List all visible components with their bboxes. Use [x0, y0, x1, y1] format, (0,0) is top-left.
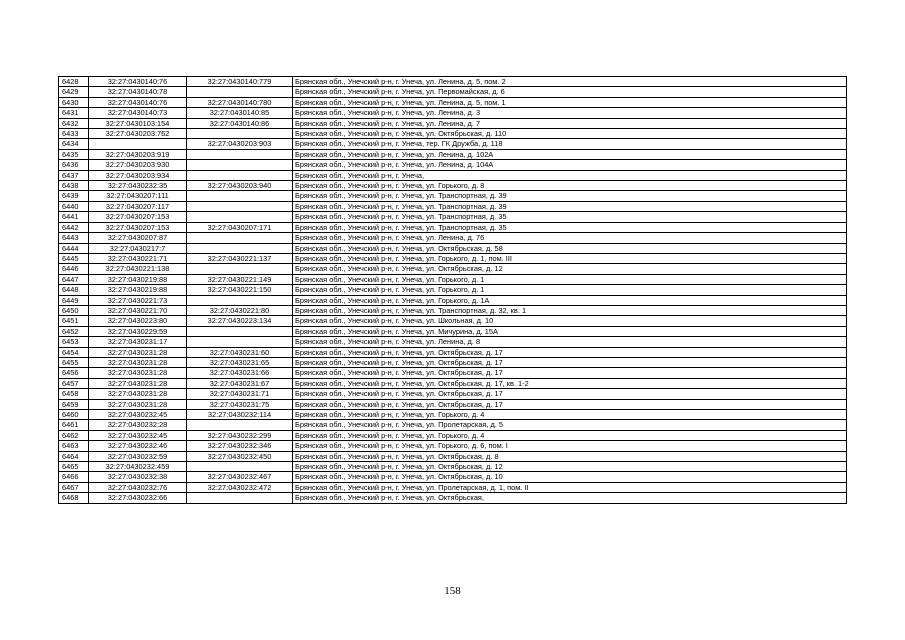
parcel-cadastral-number-cell: 32:27:0430229:59: [89, 326, 187, 336]
row-number-cell: 6444: [59, 243, 89, 253]
parcel-cadastral-number-cell: 32:27:0430232:66: [89, 493, 187, 503]
parcel-cadastral-number-cell: 32:27:0430219:88: [89, 274, 187, 284]
parcel-cadastral-number-cell: 32:27:0430231:28: [89, 378, 187, 388]
address-cell: Брянская обл., Унечский р-н, г. Унеча, ул. Горького, д. 8: [293, 181, 847, 191]
address-cell: Брянская обл., Унечский р-н, г. Унеча, ул. Октябрьская, д. 110: [293, 129, 847, 139]
table-row: [59, 243, 847, 253]
parcel-cadastral-number-cell: 32:27:0430231:28: [89, 357, 187, 367]
row-number-cell: 6446: [59, 264, 89, 274]
object-cadastral-number-cell: 32:27:0430221:149: [187, 274, 293, 284]
parcel-cadastral-number-cell: 32:27:0430232:46: [89, 441, 187, 451]
object-cadastral-number-cell: 32:27:0430203:903: [187, 139, 293, 149]
parcel-cadastral-number-cell: 32:27:0430140:73: [89, 108, 187, 118]
table-row: [59, 451, 847, 461]
row-number-cell: 6452: [59, 326, 89, 336]
parcel-cadastral-number-cell: [89, 139, 187, 149]
table-row: [59, 149, 847, 159]
table-row: [59, 233, 847, 243]
object-cadastral-number-cell: 32:27:0430231:75: [187, 399, 293, 409]
object-cadastral-number-cell: [187, 337, 293, 347]
object-cadastral-number-cell: 32:27:0430221:137: [187, 253, 293, 263]
row-number-cell: 6438: [59, 181, 89, 191]
row-number-cell: 6457: [59, 378, 89, 388]
object-cadastral-number-cell: 32:27:0430203:940: [187, 181, 293, 191]
address-cell: Брянская обл., Унечский р-н, г. Унеча, ул. Ленина, д. 3: [293, 108, 847, 118]
parcel-cadastral-number-cell: 32:27:0430203:934: [89, 170, 187, 180]
table-row: [59, 222, 847, 232]
table-row: [59, 139, 847, 149]
table-row: [59, 285, 847, 295]
table-row: [59, 212, 847, 222]
row-number-cell: 6461: [59, 420, 89, 430]
address-cell: Брянская обл., Унечский р-н, г. Унеча, ул. Транспортная, д. 35: [293, 222, 847, 232]
address-cell: Брянская обл., Унечский р-н, г. Унеча, ул. Пролетарская, д. 5: [293, 420, 847, 430]
object-cadastral-number-cell: 32:27:0430207:171: [187, 222, 293, 232]
row-number-cell: 6454: [59, 347, 89, 357]
row-number-cell: 6450: [59, 305, 89, 315]
parcel-cadastral-number-cell: 32:27:0430232:45: [89, 410, 187, 420]
table-row: [59, 253, 847, 263]
parcel-cadastral-number-cell: 32:27:0430232:59: [89, 451, 187, 461]
object-cadastral-number-cell: 32:27:0430232:299: [187, 430, 293, 440]
parcel-cadastral-number-cell: 32:27:0430217:7: [89, 243, 187, 253]
registry-table: [58, 76, 847, 504]
address-cell: Брянская обл., Унечский р-н, г. Унеча, ул. Октябрьская, д. 17: [293, 368, 847, 378]
parcel-cadastral-number-cell: 32:27:0430221:71: [89, 253, 187, 263]
address-cell: Брянская обл., Унечский р-н, г. Унеча, ул. Транспортная, д. 32, кв. 1: [293, 305, 847, 315]
row-number-cell: 6441: [59, 212, 89, 222]
table-row: [59, 181, 847, 191]
row-number-cell: 6435: [59, 149, 89, 159]
table-row: [59, 389, 847, 399]
parcel-cadastral-number-cell: 32:27:0430223:80: [89, 316, 187, 326]
object-cadastral-number-cell: 32:27:0430140:85: [187, 108, 293, 118]
address-cell: Брянская обл., Унечский р-н, г. Унеча, ул. Октябрьская, д. 12: [293, 462, 847, 472]
table-row: [59, 77, 847, 87]
address-cell: Брянская обл., Унечский р-н, г. Унеча, ул. Горького, д. 4: [293, 430, 847, 440]
table-row: [59, 160, 847, 170]
registry-table-body: [59, 77, 847, 504]
row-number-cell: 6445: [59, 253, 89, 263]
object-cadastral-number-cell: 32:27:0430232:467: [187, 472, 293, 482]
address-cell: Брянская обл., Унечский р-н, г. Унеча, ул. Первомайская, д. 6: [293, 87, 847, 97]
page-number: 158: [444, 585, 461, 597]
table-row: [59, 410, 847, 420]
table-row: [59, 482, 847, 492]
row-number-cell: 6431: [59, 108, 89, 118]
table-row: [59, 97, 847, 107]
row-number-cell: 6464: [59, 451, 89, 461]
address-cell: Брянская обл., Унечский р-н, г. Унеча, ул. Октябрьская, д. 17: [293, 357, 847, 367]
address-cell: Брянская обл., Унечский р-н, г. Унеча, тер. ГК Дружба, д. 118: [293, 139, 847, 149]
object-cadastral-number-cell: 32:27:0430221:80: [187, 305, 293, 315]
row-number-cell: 6442: [59, 222, 89, 232]
object-cadastral-number-cell: [187, 129, 293, 139]
object-cadastral-number-cell: [187, 160, 293, 170]
address-cell: Брянская обл., Унечский р-н, г. Унеча, ул. Октябрьская, д. 17: [293, 347, 847, 357]
row-number-cell: 6462: [59, 430, 89, 440]
parcel-cadastral-number-cell: 32:27:0430232:459: [89, 462, 187, 472]
row-number-cell: 6460: [59, 410, 89, 420]
row-number-cell: 6467: [59, 482, 89, 492]
address-cell: Брянская обл., Унечский р-н, г. Унеча, ул. Горького, д. 1: [293, 274, 847, 284]
object-cadastral-number-cell: [187, 149, 293, 159]
row-number-cell: 6436: [59, 160, 89, 170]
object-cadastral-number-cell: [187, 201, 293, 211]
object-cadastral-number-cell: [187, 326, 293, 336]
row-number-cell: 6451: [59, 316, 89, 326]
table-row: [59, 462, 847, 472]
parcel-cadastral-number-cell: 32:27:0430232:45: [89, 430, 187, 440]
object-cadastral-number-cell: 32:27:0430232:472: [187, 482, 293, 492]
parcel-cadastral-number-cell: 32:27:0430221:73: [89, 295, 187, 305]
table-row: [59, 170, 847, 180]
row-number-cell: 6463: [59, 441, 89, 451]
address-cell: Брянская обл., Унечский р-н, г. Унеча, ул. Ленина, д. 76: [293, 233, 847, 243]
object-cadastral-number-cell: [187, 191, 293, 201]
table-row: [59, 420, 847, 430]
object-cadastral-number-cell: 32:27:0430232:114: [187, 410, 293, 420]
table-row: [59, 493, 847, 503]
table-row: [59, 274, 847, 284]
table-row: [59, 191, 847, 201]
parcel-cadastral-number-cell: 32:27:0430103:154: [89, 118, 187, 128]
table-row: [59, 378, 847, 388]
address-cell: Брянская обл., Унечский р-н, г. Унеча, ул. Ленина, д. 7: [293, 118, 847, 128]
row-number-cell: 6468: [59, 493, 89, 503]
address-cell: Брянская обл., Унечский р-н, г. Унеча, ул. Транспортная, д. 35: [293, 212, 847, 222]
object-cadastral-number-cell: 32:27:0430221:150: [187, 285, 293, 295]
row-number-cell: 6430: [59, 97, 89, 107]
address-cell: Брянская обл., Унечский р-н, г. Унеча, ул. Октябрьская, д. 10: [293, 472, 847, 482]
address-cell: Брянская обл., Унечский р-н, г. Унеча, ул. Ленина, д. 5, пом. 2: [293, 77, 847, 87]
address-cell: Брянская обл., Унечский р-н, г. Унеча, ул. Октябрьская,: [293, 493, 847, 503]
row-number-cell: 6465: [59, 462, 89, 472]
table-row: [59, 118, 847, 128]
parcel-cadastral-number-cell: 32:27:0430207:153: [89, 222, 187, 232]
row-number-cell: 6428: [59, 77, 89, 87]
object-cadastral-number-cell: 32:27:0430231:60: [187, 347, 293, 357]
parcel-cadastral-number-cell: 32:27:0430140:76: [89, 97, 187, 107]
address-cell: Брянская обл., Унечский р-н, г. Унеча, ул. Октябрьская, д. 17, кв. 1-2: [293, 378, 847, 388]
row-number-cell: 6447: [59, 274, 89, 284]
table-row: [59, 399, 847, 409]
object-cadastral-number-cell: [187, 462, 293, 472]
address-cell: Брянская обл., Унечский р-н, г. Унеча, ул. Мичурина, д. 15А: [293, 326, 847, 336]
table-row: [59, 108, 847, 118]
row-number-cell: 6448: [59, 285, 89, 295]
table-row: [59, 326, 847, 336]
row-number-cell: 6453: [59, 337, 89, 347]
object-cadastral-number-cell: [187, 212, 293, 222]
parcel-cadastral-number-cell: 32:27:0430232:28: [89, 420, 187, 430]
table-row: [59, 337, 847, 347]
object-cadastral-number-cell: [187, 170, 293, 180]
row-number-cell: 6429: [59, 87, 89, 97]
table-row: [59, 201, 847, 211]
row-number-cell: 6449: [59, 295, 89, 305]
table-row: [59, 87, 847, 97]
object-cadastral-number-cell: 32:27:0430223:134: [187, 316, 293, 326]
parcel-cadastral-number-cell: 32:27:0430140:76: [89, 77, 187, 87]
table-row: [59, 264, 847, 274]
row-number-cell: 6459: [59, 399, 89, 409]
row-number-cell: 6439: [59, 191, 89, 201]
parcel-cadastral-number-cell: 32:27:0430232:76: [89, 482, 187, 492]
object-cadastral-number-cell: 32:27:0430231:65: [187, 357, 293, 367]
address-cell: Брянская обл., Унечский р-н, г. Унеча,: [293, 170, 847, 180]
table-row: [59, 441, 847, 451]
parcel-cadastral-number-cell: 32:27:0430207:87: [89, 233, 187, 243]
object-cadastral-number-cell: 32:27:0430140:779: [187, 77, 293, 87]
object-cadastral-number-cell: [187, 295, 293, 305]
object-cadastral-number-cell: 32:27:0430140:780: [187, 97, 293, 107]
object-cadastral-number-cell: [187, 420, 293, 430]
table-row: [59, 472, 847, 482]
object-cadastral-number-cell: [187, 264, 293, 274]
address-cell: Брянская обл., Унечский р-н, г. Унеча, ул. Горького, д. 1А: [293, 295, 847, 305]
table-row: [59, 357, 847, 367]
object-cadastral-number-cell: 32:27:0430232:346: [187, 441, 293, 451]
address-cell: Брянская обл., Унечский р-н, г. Унеча, ул. Горького, д. 4: [293, 410, 847, 420]
address-cell: Брянская обл., Унечский р-н, г. Унеча, ул. Октябрьская, д. 17: [293, 399, 847, 409]
parcel-cadastral-number-cell: 32:27:0430231:28: [89, 399, 187, 409]
parcel-cadastral-number-cell: 32:27:0430231:28: [89, 347, 187, 357]
object-cadastral-number-cell: 32:27:0430231:67: [187, 378, 293, 388]
parcel-cadastral-number-cell: 32:27:0430207:111: [89, 191, 187, 201]
parcel-cadastral-number-cell: 32:27:0430231:28: [89, 389, 187, 399]
parcel-cadastral-number-cell: 32:27:0430207:153: [89, 212, 187, 222]
parcel-cadastral-number-cell: 32:27:0430221:70: [89, 305, 187, 315]
address-cell: Брянская обл., Унечский р-н, г. Унеча, ул. Пролетарская, д. 1, пом. II: [293, 482, 847, 492]
row-number-cell: 6434: [59, 139, 89, 149]
address-cell: Брянская обл., Унечский р-н, г. Унеча, ул. Горького, д. 1, пом. III: [293, 253, 847, 263]
address-cell: Брянская обл., Унечский р-н, г. Унеча, ул. Горького, д. 1: [293, 285, 847, 295]
row-number-cell: 6437: [59, 170, 89, 180]
table-row: [59, 430, 847, 440]
object-cadastral-number-cell: 32:27:0430140:86: [187, 118, 293, 128]
row-number-cell: 6456: [59, 368, 89, 378]
row-number-cell: 6455: [59, 357, 89, 367]
table-row: [59, 305, 847, 315]
row-number-cell: 6458: [59, 389, 89, 399]
row-number-cell: 6440: [59, 201, 89, 211]
object-cadastral-number-cell: 32:27:0430231:71: [187, 389, 293, 399]
parcel-cadastral-number-cell: 32:27:0430203:919: [89, 149, 187, 159]
row-number-cell: 6443: [59, 233, 89, 243]
row-number-cell: 6466: [59, 472, 89, 482]
parcel-cadastral-number-cell: 32:27:0430203:762: [89, 129, 187, 139]
parcel-cadastral-number-cell: 32:27:0430203:930: [89, 160, 187, 170]
address-cell: Брянская обл., Унечский р-н, г. Унеча, ул. Октябрьская, д. 12: [293, 264, 847, 274]
table-row: [59, 368, 847, 378]
parcel-cadastral-number-cell: 32:27:0430219:88: [89, 285, 187, 295]
table-row: [59, 347, 847, 357]
address-cell: Брянская обл., Унечский р-н, г. Унеча, ул. Транспортная, д. 39: [293, 201, 847, 211]
address-cell: Брянская обл., Унечский р-н, г. Унеча, ул. Октябрьская, д. 8: [293, 451, 847, 461]
address-cell: Брянская обл., Унечский р-н, г. Унеча, ул. Ленина, д. 5, пом. 1: [293, 97, 847, 107]
object-cadastral-number-cell: [187, 87, 293, 97]
object-cadastral-number-cell: 32:27:0430232:450: [187, 451, 293, 461]
parcel-cadastral-number-cell: 32:27:0430221:138: [89, 264, 187, 274]
table-row: [59, 316, 847, 326]
row-number-cell: 6433: [59, 129, 89, 139]
parcel-cadastral-number-cell: 32:27:0430231:28: [89, 368, 187, 378]
parcel-cadastral-number-cell: 32:27:0430231:17: [89, 337, 187, 347]
parcel-cadastral-number-cell: 32:27:0430232:38: [89, 472, 187, 482]
address-cell: Брянская обл., Унечский р-н, г. Унеча, ул. Школьная, д. 10: [293, 316, 847, 326]
address-cell: Брянская обл., Унечский р-н, г. Унеча, ул. Ленина, д. 8: [293, 337, 847, 347]
address-cell: Брянская обл., Унечский р-н, г. Унеча, ул. Ленина, д. 102А: [293, 149, 847, 159]
address-cell: Брянская обл., Унечский р-н, г. Унеча, ул. Горького, д. 6, пом. I: [293, 441, 847, 451]
row-number-cell: 6432: [59, 118, 89, 128]
address-cell: Брянская обл., Унечский р-н, г. Унеча, ул. Ленина, д. 104А: [293, 160, 847, 170]
address-cell: Брянская обл., Унечский р-н, г. Унеча, ул. Октябрьская, д. 58: [293, 243, 847, 253]
address-cell: Брянская обл., Унечский р-н, г. Унеча, ул. Октябрьская, д. 17: [293, 389, 847, 399]
table-row: [59, 129, 847, 139]
object-cadastral-number-cell: [187, 233, 293, 243]
address-cell: Брянская обл., Унечский р-н, г. Унеча, ул. Транспортная, д. 39: [293, 191, 847, 201]
object-cadastral-number-cell: [187, 493, 293, 503]
object-cadastral-number-cell: [187, 243, 293, 253]
object-cadastral-number-cell: 32:27:0430231:66: [187, 368, 293, 378]
parcel-cadastral-number-cell: 32:27:0430140:78: [89, 87, 187, 97]
parcel-cadastral-number-cell: 32:27:0430207:117: [89, 201, 187, 211]
parcel-cadastral-number-cell: 32:27:0430232:35: [89, 181, 187, 191]
table-row: [59, 295, 847, 305]
